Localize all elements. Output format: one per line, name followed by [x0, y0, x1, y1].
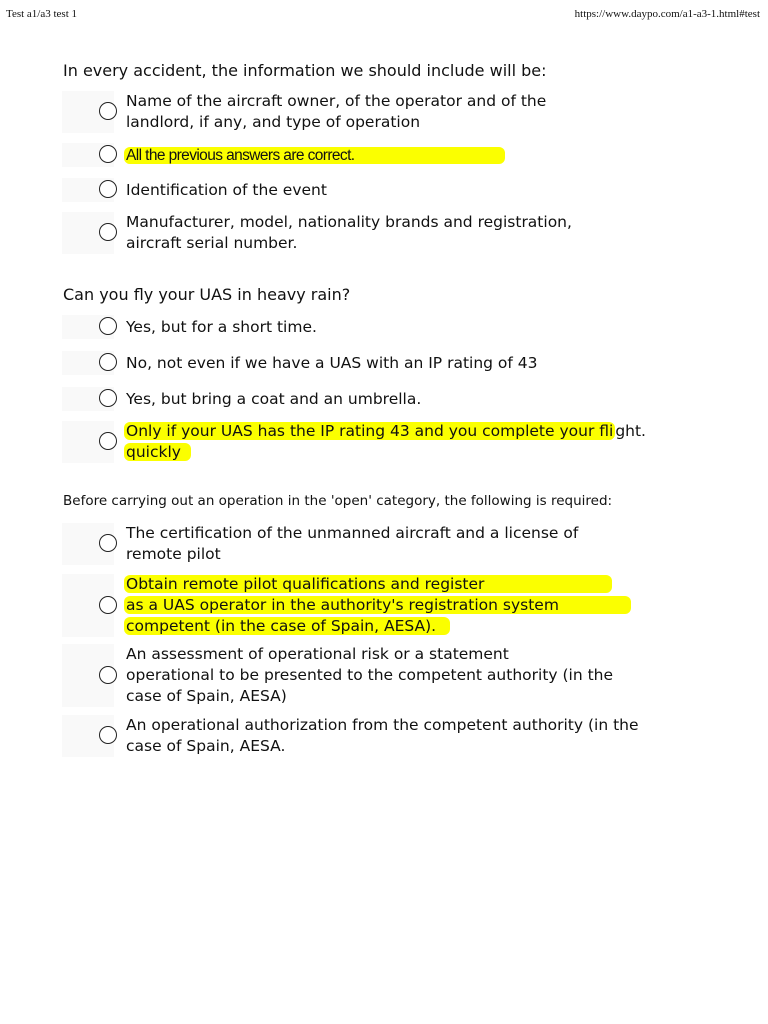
question-2-option-3[interactable] [62, 387, 712, 411]
question-1-option-3[interactable] [62, 178, 712, 202]
page-title: Test a1/a3 test 1 [6, 8, 78, 20]
option-text: aircraft serial number. [126, 234, 298, 252]
radio-button[interactable] [99, 596, 117, 614]
option-text: The certification of the unmanned aircraft and a license of [126, 524, 579, 542]
option-text-highlighted: competent (in the case of Spain, AESA). [124, 617, 450, 635]
option-text: case of Spain, AESA) [126, 687, 287, 705]
question-2-option-2[interactable] [62, 351, 712, 375]
question-2-option-1[interactable] [62, 315, 712, 339]
option-text: Identification of the event [126, 181, 327, 199]
option-text: An operational authorization from the competent authority (in the [126, 716, 639, 734]
option-text: remote pilot [126, 545, 221, 563]
option-text-highlighted: Only if your UAS has the IP rating 43 and you complete your fli [126, 422, 614, 440]
radio-button[interactable] [99, 534, 117, 552]
question-3: Before carrying out an operation in the 'open' category, the following is required: [63, 493, 613, 509]
question-1-option-4[interactable] [62, 212, 712, 254]
option-text: Yes, but for a short time. [126, 318, 317, 336]
option-text: Manufacturer, model, nationality brands and registration, [126, 213, 572, 231]
option-text: No, not even if we have a UAS with an IP rating of 43 [126, 354, 538, 372]
radio-button[interactable] [99, 432, 117, 450]
radio-button[interactable] [99, 102, 117, 120]
radio-button[interactable] [99, 389, 117, 407]
radio-button[interactable] [99, 726, 117, 744]
radio-button[interactable] [99, 666, 117, 684]
radio-button[interactable] [99, 180, 117, 198]
option-text: case of Spain, AESA. [126, 737, 286, 755]
question-3-option-1[interactable] [62, 523, 712, 565]
question-1: In every accident, the information we should include will be: [63, 61, 547, 80]
question-1-option-1[interactable] [62, 91, 712, 133]
page-url: https://www.daypo.com/a1-a3-1.html#test [574, 8, 760, 20]
radio-button[interactable] [99, 353, 117, 371]
option-text-highlighted: quickly [124, 443, 191, 461]
radio-button[interactable] [99, 223, 117, 241]
option-text: Name of the aircraft owner, of the operator and of the [126, 92, 547, 110]
option-text: ght. [615, 422, 646, 440]
option-text-highlighted: Obtain remote pilot qualifications and register [124, 575, 612, 593]
option-text-highlighted: as a UAS operator in the authority's registration system [124, 596, 631, 614]
option-text: landlord, if any, and type of operation [126, 113, 421, 131]
question-2-option-4[interactable] [62, 421, 712, 463]
question-3-option-4[interactable] [62, 715, 712, 757]
radio-button[interactable] [99, 145, 117, 163]
option-text-highlighted: All the previous answers are correct. [124, 147, 505, 164]
option-text: operational to be presented to the competent authority (in the [126, 666, 614, 684]
option-text: An assessment of operational risk or a statement [126, 645, 509, 663]
question-2: Can you fly your UAS in heavy rain? [63, 285, 351, 304]
radio-button[interactable] [99, 317, 117, 335]
option-text: Yes, but bring a coat and an umbrella. [126, 390, 422, 408]
question-3-option-2[interactable] [62, 574, 712, 637]
question-1-option-2[interactable] [62, 143, 712, 167]
question-3-option-3[interactable] [62, 644, 712, 707]
